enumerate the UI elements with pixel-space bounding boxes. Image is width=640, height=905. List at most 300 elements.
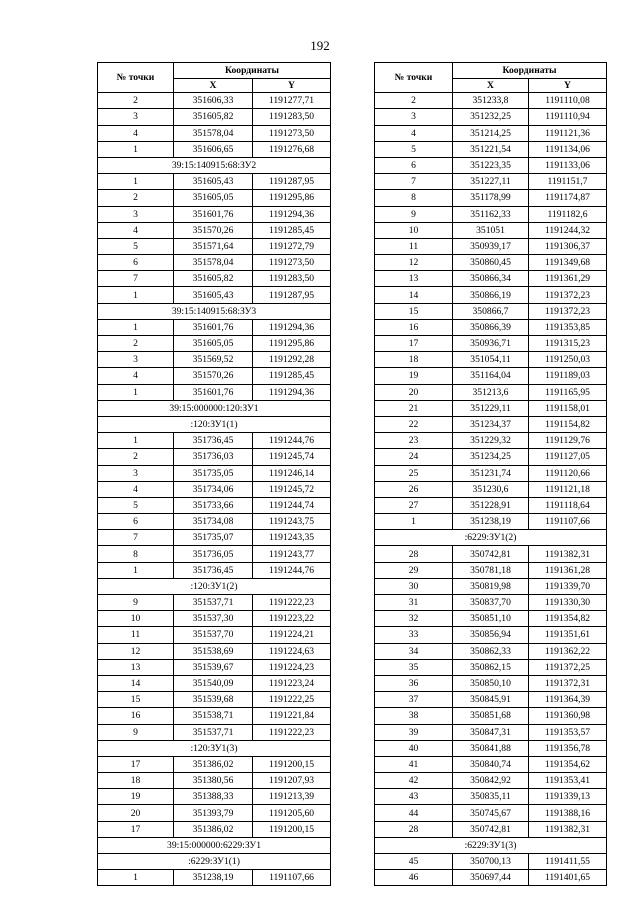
table-row xyxy=(375,708,607,724)
coordinates-table-right xyxy=(374,62,607,886)
x-coordinate-cell: 351736,45 xyxy=(174,433,253,449)
table-row xyxy=(98,870,331,886)
point-number-cell: 3 xyxy=(98,206,174,222)
point-number-header: № точки xyxy=(98,63,174,93)
point-number-cell: 2 xyxy=(98,93,174,109)
section-row xyxy=(375,530,607,546)
x-coordinate-cell: 351238,19 xyxy=(174,870,253,886)
point-number-cell: 3 xyxy=(98,109,174,125)
table-row xyxy=(98,595,331,611)
y-coordinate-cell: 1191294,36 xyxy=(253,206,331,222)
table-row xyxy=(98,141,331,157)
x-coordinate-cell: 351605,82 xyxy=(174,271,253,287)
table-row xyxy=(375,384,607,400)
parcel-section-label: :120:ЗУ1(3) xyxy=(98,740,331,756)
y-coordinate-cell: 1191277,71 xyxy=(253,93,331,109)
x-coordinate-cell: 351736,03 xyxy=(174,449,253,465)
y-coordinate-cell: 1191285,45 xyxy=(253,368,331,384)
y-coordinate-cell: 1191250,03 xyxy=(529,352,607,368)
x-coordinate-cell: 351229,32 xyxy=(453,433,529,449)
y-coordinate-cell: 1191349,68 xyxy=(529,255,607,271)
point-number-cell: 37 xyxy=(375,692,453,708)
y-header: Y xyxy=(253,79,331,93)
parcel-section-label: :6229:ЗУ1(2) xyxy=(375,530,607,546)
x-coordinate-cell: 350840,74 xyxy=(453,756,529,772)
x-header: X xyxy=(174,79,253,93)
point-number-cell: 20 xyxy=(98,805,174,821)
x-coordinate-cell: 351238,19 xyxy=(453,514,529,530)
table-row xyxy=(98,821,331,837)
x-coordinate-cell: 351605,05 xyxy=(174,190,253,206)
table-row xyxy=(98,238,331,254)
y-coordinate-cell: 1191287,95 xyxy=(253,174,331,190)
table-row xyxy=(375,222,607,238)
point-number-cell: 12 xyxy=(98,643,174,659)
y-coordinate-cell: 1191224,23 xyxy=(253,659,331,675)
table-row xyxy=(375,238,607,254)
section-row xyxy=(98,303,331,319)
point-number-cell: 5 xyxy=(98,238,174,254)
x-coordinate-cell: 351231,74 xyxy=(453,465,529,481)
table-row xyxy=(98,481,331,497)
page-number: 192 xyxy=(310,38,330,53)
point-number-cell: 9 xyxy=(98,595,174,611)
y-coordinate-cell: 1191295,86 xyxy=(253,336,331,352)
table-row xyxy=(98,125,331,141)
point-number-cell: 45 xyxy=(375,854,453,870)
x-coordinate-cell: 350862,15 xyxy=(453,659,529,675)
x-coordinate-cell: 350939,17 xyxy=(453,238,529,254)
y-coordinate-cell: 1191110,08 xyxy=(529,93,607,109)
table-row xyxy=(375,821,607,837)
table-row xyxy=(375,433,607,449)
table-row xyxy=(98,675,331,691)
y-coordinate-cell: 1191205,60 xyxy=(253,805,331,821)
y-coordinate-cell: 1191361,28 xyxy=(529,562,607,578)
y-coordinate-cell: 1191353,85 xyxy=(529,319,607,335)
y-coordinate-cell: 1191382,31 xyxy=(529,821,607,837)
y-coordinate-cell: 1191354,62 xyxy=(529,756,607,772)
y-coordinate-cell: 1191107,66 xyxy=(253,870,331,886)
point-number-cell: 6 xyxy=(375,157,453,173)
parcel-section-label: :6229:ЗУ1(3) xyxy=(375,837,607,853)
y-coordinate-cell: 1191382,31 xyxy=(529,546,607,562)
y-coordinate-cell: 1191339,70 xyxy=(529,578,607,594)
y-coordinate-cell: 1191361,29 xyxy=(529,271,607,287)
x-coordinate-cell: 351605,43 xyxy=(174,287,253,303)
point-number-cell: 5 xyxy=(375,141,453,157)
table-row xyxy=(375,271,607,287)
y-coordinate-cell: 1191244,74 xyxy=(253,497,331,513)
y-coordinate-cell: 1191110,94 xyxy=(529,109,607,125)
y-coordinate-cell: 1191356,78 xyxy=(529,740,607,756)
point-number-cell: 7 xyxy=(98,530,174,546)
point-number-cell: 6 xyxy=(98,255,174,271)
section-row xyxy=(98,578,331,594)
y-coordinate-cell: 1191244,32 xyxy=(529,222,607,238)
point-number-cell: 1 xyxy=(98,384,174,400)
table-row xyxy=(375,595,607,611)
x-coordinate-cell: 351570,26 xyxy=(174,368,253,384)
y-coordinate-cell: 1191294,36 xyxy=(253,384,331,400)
y-coordinate-cell: 1191388,16 xyxy=(529,805,607,821)
x-coordinate-cell: 351537,30 xyxy=(174,611,253,627)
y-coordinate-cell: 1191283,50 xyxy=(253,109,331,125)
parcel-section-label: 39:15:140915:68:ЗУ2 xyxy=(98,157,331,173)
x-coordinate-cell: 350851,68 xyxy=(453,708,529,724)
y-coordinate-cell: 1191354,82 xyxy=(529,611,607,627)
x-coordinate-cell: 351578,04 xyxy=(174,125,253,141)
point-number-cell: 11 xyxy=(375,238,453,254)
point-number-cell: 19 xyxy=(375,368,453,384)
parcel-section-label: 39:15:140915:68:ЗУ3 xyxy=(98,303,331,319)
x-coordinate-cell: 350841,88 xyxy=(453,740,529,756)
point-number-cell: 20 xyxy=(375,384,453,400)
parcel-section-label: :120:ЗУ1(2) xyxy=(98,578,331,594)
point-number-cell: 28 xyxy=(375,546,453,562)
x-coordinate-cell: 350781,18 xyxy=(453,562,529,578)
table-row xyxy=(98,449,331,465)
y-coordinate-cell: 1191243,35 xyxy=(253,530,331,546)
point-number-cell: 24 xyxy=(375,449,453,465)
x-coordinate-cell: 351388,33 xyxy=(174,789,253,805)
point-number-cell: 5 xyxy=(98,497,174,513)
y-coordinate-cell: 1191364,39 xyxy=(529,692,607,708)
x-coordinate-cell: 350860,45 xyxy=(453,255,529,271)
y-coordinate-cell: 1191294,36 xyxy=(253,319,331,335)
x-coordinate-cell: 351605,05 xyxy=(174,336,253,352)
point-number-cell: 16 xyxy=(375,319,453,335)
section-row xyxy=(375,837,607,853)
coordinates-table-left xyxy=(97,62,331,886)
table-row xyxy=(375,109,607,125)
y-coordinate-cell: 1191330,30 xyxy=(529,595,607,611)
y-coordinate-cell: 1191224,63 xyxy=(253,643,331,659)
x-coordinate-cell: 351214,25 xyxy=(453,125,529,141)
point-number-cell: 31 xyxy=(375,595,453,611)
x-coordinate-cell: 350845,91 xyxy=(453,692,529,708)
y-coordinate-cell: 1191118,64 xyxy=(529,497,607,513)
y-coordinate-cell: 1191315,23 xyxy=(529,336,607,352)
point-number-cell: 13 xyxy=(375,271,453,287)
x-coordinate-cell: 350835,11 xyxy=(453,789,529,805)
table-row xyxy=(375,562,607,578)
table-row xyxy=(375,578,607,594)
point-number-cell: 17 xyxy=(98,756,174,772)
point-number-cell: 41 xyxy=(375,756,453,772)
section-row xyxy=(98,837,331,853)
table-row xyxy=(375,756,607,772)
x-coordinate-cell: 350866,7 xyxy=(453,303,529,319)
x-coordinate-cell: 351386,02 xyxy=(174,821,253,837)
table-row xyxy=(375,336,607,352)
x-coordinate-cell: 351229,11 xyxy=(453,400,529,416)
point-number-cell: 17 xyxy=(98,821,174,837)
y-coordinate-cell: 1191372,23 xyxy=(529,287,607,303)
x-coordinate-cell: 351178,99 xyxy=(453,190,529,206)
y-coordinate-cell: 1191133,06 xyxy=(529,157,607,173)
table-row xyxy=(98,562,331,578)
point-number-cell: 4 xyxy=(98,368,174,384)
table-row xyxy=(98,708,331,724)
y-coordinate-cell: 1191174,87 xyxy=(529,190,607,206)
point-number-cell: 28 xyxy=(375,821,453,837)
y-coordinate-cell: 1191353,57 xyxy=(529,724,607,740)
point-number-cell: 18 xyxy=(98,773,174,789)
point-number-cell: 4 xyxy=(98,222,174,238)
point-number-cell: 8 xyxy=(98,546,174,562)
point-number-cell: 29 xyxy=(375,562,453,578)
x-coordinate-cell: 351223,35 xyxy=(453,157,529,173)
table-row xyxy=(375,611,607,627)
y-coordinate-cell: 1191411,55 xyxy=(529,854,607,870)
table-row xyxy=(98,756,331,772)
y-coordinate-cell: 1191353,41 xyxy=(529,773,607,789)
y-coordinate-cell: 1191283,50 xyxy=(253,271,331,287)
parcel-section-label: :120:ЗУ1(1) xyxy=(98,416,331,432)
y-coordinate-cell: 1191107,66 xyxy=(529,514,607,530)
x-coordinate-cell: 351606,65 xyxy=(174,141,253,157)
table-row xyxy=(98,789,331,805)
x-coordinate-cell: 351051 xyxy=(453,222,529,238)
y-coordinate-cell: 1191362,22 xyxy=(529,643,607,659)
table-row xyxy=(98,530,331,546)
x-coordinate-cell: 350856,94 xyxy=(453,627,529,643)
point-number-cell: 35 xyxy=(375,659,453,675)
x-coordinate-cell: 351227,11 xyxy=(453,174,529,190)
x-coordinate-cell: 351571,64 xyxy=(174,238,253,254)
table-row xyxy=(98,174,331,190)
table-row xyxy=(98,724,331,740)
point-number-cell: 4 xyxy=(98,481,174,497)
point-number-cell: 8 xyxy=(375,190,453,206)
section-row xyxy=(98,416,331,432)
table-row xyxy=(375,303,607,319)
parcel-section-label: 39:15:000000:6229:ЗУ1 xyxy=(98,837,331,853)
y-coordinate-cell: 1191273,50 xyxy=(253,255,331,271)
y-coordinate-cell: 1191246,14 xyxy=(253,465,331,481)
x-coordinate-cell: 350866,39 xyxy=(453,319,529,335)
table-row xyxy=(98,773,331,789)
table-row xyxy=(98,497,331,513)
table-row xyxy=(375,740,607,756)
point-number-cell: 32 xyxy=(375,611,453,627)
y-coordinate-cell: 1191127,05 xyxy=(529,449,607,465)
x-coordinate-cell: 351569,52 xyxy=(174,352,253,368)
table-row xyxy=(375,287,607,303)
x-coordinate-cell: 351380,56 xyxy=(174,773,253,789)
table-row xyxy=(375,352,607,368)
x-coordinate-cell: 351537,70 xyxy=(174,627,253,643)
table-row xyxy=(98,93,331,109)
point-number-cell: 3 xyxy=(98,465,174,481)
section-row xyxy=(98,740,331,756)
table-row xyxy=(98,109,331,125)
point-number-cell: 1 xyxy=(375,514,453,530)
x-coordinate-cell: 350700,13 xyxy=(453,854,529,870)
point-number-cell: 13 xyxy=(98,659,174,675)
point-number-cell: 18 xyxy=(375,352,453,368)
x-coordinate-cell: 351605,82 xyxy=(174,109,253,125)
point-number-cell: 38 xyxy=(375,708,453,724)
parcel-section-label: 39:15:000000:120:ЗУ1 xyxy=(98,400,331,416)
point-number-cell: 19 xyxy=(98,789,174,805)
point-number-cell: 15 xyxy=(98,692,174,708)
point-number-cell: 1 xyxy=(98,141,174,157)
y-coordinate-cell: 1191244,76 xyxy=(253,562,331,578)
table-row xyxy=(98,222,331,238)
table-row xyxy=(375,773,607,789)
table-row xyxy=(375,319,607,335)
point-number-cell: 1 xyxy=(98,433,174,449)
y-coordinate-cell: 1191306,37 xyxy=(529,238,607,254)
y-coordinate-cell: 1191285,45 xyxy=(253,222,331,238)
y-coordinate-cell: 1191372,23 xyxy=(529,303,607,319)
table-row xyxy=(98,659,331,675)
y-coordinate-cell: 1191339,13 xyxy=(529,789,607,805)
y-coordinate-cell: 1191245,74 xyxy=(253,449,331,465)
y-coordinate-cell: 1191213,39 xyxy=(253,789,331,805)
table-row xyxy=(98,190,331,206)
y-coordinate-cell: 1191401,65 xyxy=(529,870,607,886)
table-row xyxy=(98,206,331,222)
x-coordinate-cell: 350862,33 xyxy=(453,643,529,659)
table-row xyxy=(98,627,331,643)
x-coordinate-cell: 351539,68 xyxy=(174,692,253,708)
table-row xyxy=(375,190,607,206)
point-number-cell: 1 xyxy=(98,287,174,303)
point-number-cell: 39 xyxy=(375,724,453,740)
y-coordinate-cell: 1191292,28 xyxy=(253,352,331,368)
table-row xyxy=(375,854,607,870)
x-coordinate-cell: 351537,71 xyxy=(174,595,253,611)
table-row xyxy=(375,174,607,190)
y-coordinate-cell: 1191121,36 xyxy=(529,125,607,141)
table-row xyxy=(375,675,607,691)
point-number-cell: 33 xyxy=(375,627,453,643)
table-row xyxy=(375,546,607,562)
x-coordinate-cell: 350819,98 xyxy=(453,578,529,594)
table-row xyxy=(98,433,331,449)
table-row xyxy=(375,789,607,805)
section-row xyxy=(98,400,331,416)
table-row xyxy=(98,368,331,384)
x-coordinate-cell: 351538,69 xyxy=(174,643,253,659)
table-row xyxy=(98,384,331,400)
point-number-cell: 27 xyxy=(375,497,453,513)
y-coordinate-cell: 1191372,25 xyxy=(529,659,607,675)
x-coordinate-cell: 351734,06 xyxy=(174,481,253,497)
point-number-cell: 10 xyxy=(98,611,174,627)
point-number-cell: 15 xyxy=(375,303,453,319)
x-coordinate-cell: 351393,79 xyxy=(174,805,253,821)
table-row xyxy=(375,514,607,530)
x-coordinate-cell: 351213,6 xyxy=(453,384,529,400)
table-row xyxy=(98,271,331,287)
point-number-cell: 2 xyxy=(98,336,174,352)
x-coordinate-cell: 351234,25 xyxy=(453,449,529,465)
x-coordinate-cell: 351736,05 xyxy=(174,546,253,562)
y-coordinate-cell: 1191244,76 xyxy=(253,433,331,449)
x-coordinate-cell: 351054,11 xyxy=(453,352,529,368)
x-coordinate-cell: 351734,08 xyxy=(174,514,253,530)
y-coordinate-cell: 1191223,22 xyxy=(253,611,331,627)
x-coordinate-cell: 351234,37 xyxy=(453,416,529,432)
table-row xyxy=(98,255,331,271)
point-number-cell: 26 xyxy=(375,481,453,497)
table-row xyxy=(375,497,607,513)
y-coordinate-cell: 1191222,23 xyxy=(253,595,331,611)
x-coordinate-cell: 351540,09 xyxy=(174,675,253,691)
y-coordinate-cell: 1191360,98 xyxy=(529,708,607,724)
coordinates-header: Координаты xyxy=(174,63,331,79)
point-number-cell: 23 xyxy=(375,433,453,449)
y-coordinate-cell: 1191134,06 xyxy=(529,141,607,157)
point-number-cell: 40 xyxy=(375,740,453,756)
table-row xyxy=(375,870,607,886)
x-coordinate-cell: 350851,10 xyxy=(453,611,529,627)
point-number-cell: 11 xyxy=(98,627,174,643)
point-number-cell: 4 xyxy=(98,125,174,141)
x-coordinate-cell: 351601,76 xyxy=(174,206,253,222)
point-number-cell: 9 xyxy=(375,206,453,222)
section-row xyxy=(98,854,331,870)
table-row xyxy=(375,659,607,675)
point-number-cell: 25 xyxy=(375,465,453,481)
point-number-cell: 14 xyxy=(375,287,453,303)
y-coordinate-cell: 1191200,15 xyxy=(253,821,331,837)
table-row xyxy=(98,805,331,821)
x-coordinate-cell: 351230,6 xyxy=(453,481,529,497)
y-coordinate-cell: 1191129,76 xyxy=(529,433,607,449)
x-coordinate-cell: 351601,76 xyxy=(174,384,253,400)
x-coordinate-cell: 351601,76 xyxy=(174,319,253,335)
point-number-cell: 16 xyxy=(98,708,174,724)
table-row xyxy=(375,206,607,222)
point-number-header: № точки xyxy=(375,63,453,93)
table-row xyxy=(375,93,607,109)
y-coordinate-cell: 1191276,68 xyxy=(253,141,331,157)
x-coordinate-cell: 351735,05 xyxy=(174,465,253,481)
table-row xyxy=(98,546,331,562)
x-coordinate-cell: 350866,19 xyxy=(453,287,529,303)
x-coordinate-cell: 351733,66 xyxy=(174,497,253,513)
point-number-cell: 42 xyxy=(375,773,453,789)
table-row xyxy=(98,514,331,530)
y-coordinate-cell: 1191158,01 xyxy=(529,400,607,416)
point-number-cell: 4 xyxy=(375,125,453,141)
table-row xyxy=(375,692,607,708)
y-coordinate-cell: 1191221,84 xyxy=(253,708,331,724)
table-row xyxy=(98,643,331,659)
y-coordinate-cell: 1191295,86 xyxy=(253,190,331,206)
x-coordinate-cell: 351386,02 xyxy=(174,756,253,772)
x-coordinate-cell: 351232,25 xyxy=(453,109,529,125)
x-coordinate-cell: 351233,8 xyxy=(453,93,529,109)
table-row xyxy=(375,465,607,481)
point-number-cell: 21 xyxy=(375,400,453,416)
table-row xyxy=(375,125,607,141)
point-number-cell: 1 xyxy=(98,174,174,190)
y-coordinate-cell: 1191120,66 xyxy=(529,465,607,481)
y-coordinate-cell: 1191200,15 xyxy=(253,756,331,772)
x-coordinate-cell: 351164,04 xyxy=(453,368,529,384)
point-number-cell: 44 xyxy=(375,805,453,821)
y-coordinate-cell: 1191182,6 xyxy=(529,206,607,222)
x-coordinate-cell: 351578,04 xyxy=(174,255,253,271)
x-coordinate-cell: 350866,34 xyxy=(453,271,529,287)
point-number-cell: 22 xyxy=(375,416,453,432)
